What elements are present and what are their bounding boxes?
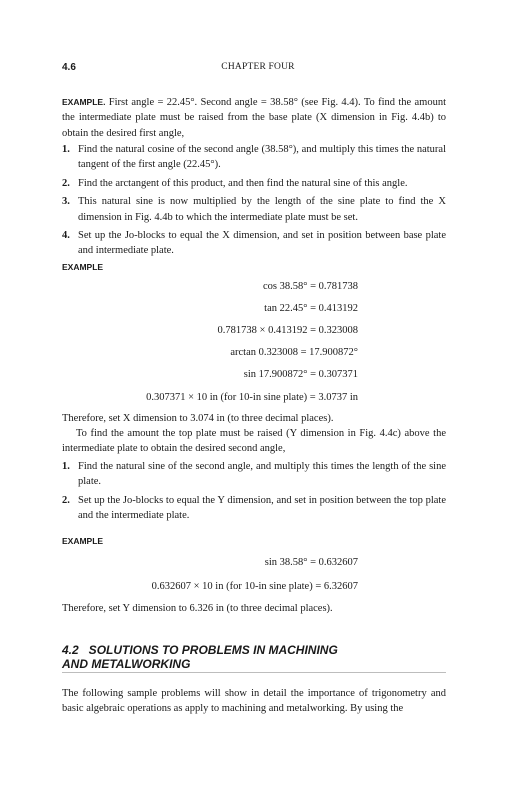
step-text: This natural sine is now multiplied by the length of the sine plate to find the X dimension in Fig. 4.4b to which the intermediate plate must be set. — [78, 196, 446, 223]
step-text: Find the arctangent of this product, and then find the natural sine of this angle. — [78, 177, 408, 189]
step-number: 2. — [62, 494, 70, 506]
step-item — [62, 194, 446, 225]
page-header — [62, 62, 454, 76]
equation-row: 0.307371 × 10 in (for 10-in sine plate) = 3.0737 in — [146, 392, 358, 403]
equation-row: tan 22.45° = 0.413192 — [264, 303, 358, 314]
section-heading — [62, 643, 446, 671]
equation-row: sin 17.900872° = 0.307371 — [243, 369, 358, 380]
section-divider — [62, 672, 446, 673]
step-text: Set up the Jo-blocks to equal the Y dimension, and set in position between the top plate and the intermediate plate. — [78, 494, 446, 522]
equation-row: 0.632607 × 10 in (for 10-in sine plate) = 6.32607 — [151, 581, 358, 592]
section-heading-line: 4.2 SOLUTIONS TO PROBLEMS IN MACHINING — [62, 643, 338, 657]
step-item — [62, 142, 446, 173]
step-item — [62, 176, 446, 191]
closing-paragraph: The following sample problems will show in detail the importance of trigonometry and basic algebraic operations as apply to machining and metalworking. By using the — [62, 688, 446, 715]
step-number: 1. — [62, 461, 70, 472]
intro-text: To find the amount the top plate must be raised (Y dimension in Fig. 4.4c) above the intermediate plate to obtain the desired second angle, — [62, 428, 446, 455]
step-number: 2. — [62, 177, 70, 189]
step-item — [62, 228, 446, 259]
section-heading-line: AND METALWORKING — [62, 657, 191, 671]
chapter-title: CHAPTER FOUR — [221, 62, 295, 72]
step-item — [62, 493, 446, 524]
step-text: Set up the Jo-blocks to equal the X dimension, and set in position between base plate and intermediate plate. — [78, 230, 446, 257]
example-heading: EXAMPLE — [62, 262, 104, 272]
step-text: Find the natural cosine of the second angle (38.58°), and multiply this times the natural tangent of the first angle (22.45°). — [78, 144, 446, 171]
steps-list-2 — [62, 459, 446, 527]
step-number: 1. — [62, 144, 70, 155]
equation-row: sin 38.58° = 0.632607 — [264, 557, 358, 568]
example-text: First angle = 22.45°. Second angle = 38.58° (see Fig. 4.4). To find the amount the intermediate plate must be raised from the base plate (X dimension in Fig. 4.4b) to obtain the desired first angle, — [62, 97, 446, 139]
steps-list-1 — [62, 142, 446, 262]
equation-row: arctan 0.323008 = 17.900872° — [230, 347, 358, 358]
equation-row: cos 38.58° = 0.781738 — [263, 281, 358, 292]
example-label: EXAMPLE. — [62, 97, 106, 107]
step-number: 4. — [62, 230, 70, 242]
equation-row: 0.781738 × 0.413192 = 0.323008 — [217, 325, 358, 336]
example-heading: EXAMPLE — [62, 536, 104, 546]
step-item — [62, 459, 446, 490]
example-paragraph — [62, 95, 446, 141]
conclusion-text: Therefore, set Y dimension to 6.326 in (to three decimal places). — [62, 603, 333, 614]
step-text: Find the natural sine of the second angle, and multiply this times the length of the sine plate. — [78, 461, 446, 488]
page-number: 4.6 — [62, 62, 76, 73]
conclusion-text: Therefore, set X dimension to 3.074 in (to three decimal places). — [62, 413, 334, 424]
step-number: 3. — [62, 196, 70, 208]
